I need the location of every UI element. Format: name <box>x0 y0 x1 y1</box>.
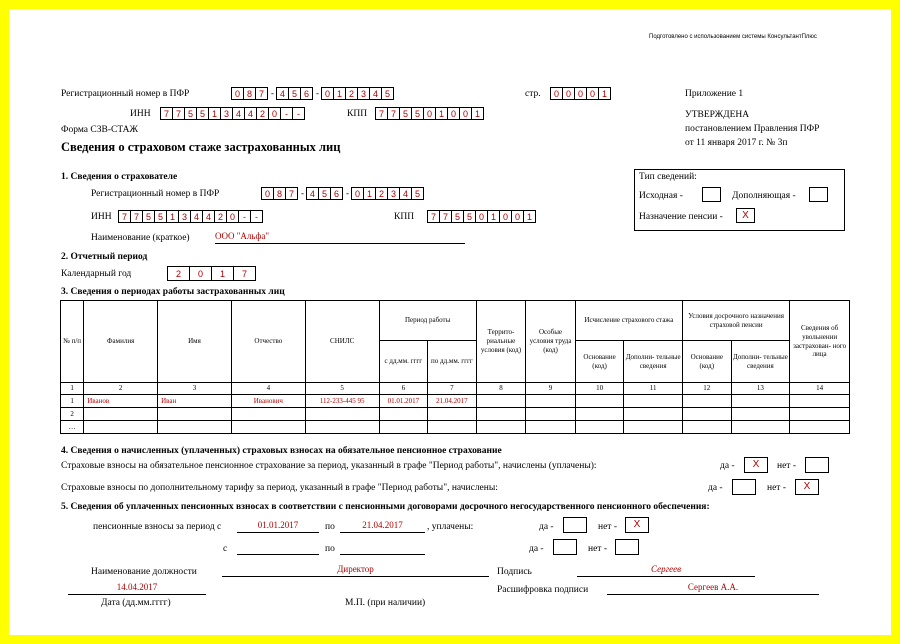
header-reg-label: Регистрационный номер в ПФР <box>61 89 190 99</box>
contrib-to-label-2: по <box>325 544 335 554</box>
section4-line1: Страховые взносы на обязательное пенсионное страхование за период, указанный в графе "Период работы", начислены (уплачены): <box>61 461 597 471</box>
header-early: Условия досрочного назначения страховой пенсии <box>683 301 790 341</box>
form-page <box>9 9 891 635</box>
signature-value[interactable]: Сергеев <box>577 563 755 577</box>
stamp-label: М.П. (при наличии) <box>345 598 426 608</box>
section1-title: 1. Сведения о страхователе <box>61 172 178 182</box>
contrib-from-2[interactable] <box>237 541 319 555</box>
header-period: Период работы <box>379 301 476 341</box>
s5-no-checkbox-2[interactable] <box>615 539 639 555</box>
appendix-line3: постановлением Правления ПФР <box>685 124 820 134</box>
s4-no-label-1: нет - <box>777 461 796 471</box>
date-label: Дата (дд.мм.гггг) <box>101 598 171 608</box>
header-name: Имя <box>158 301 232 383</box>
s5-yes-checkbox-2[interactable] <box>553 539 577 555</box>
page-label: стр. <box>525 89 541 99</box>
header-calc-extra: Дополни- тельные сведения <box>624 341 683 383</box>
s4-yes-label-2: да - <box>708 483 723 493</box>
pension-label: Назначение пенсии - <box>639 212 723 222</box>
appendix-line4: от 11 января 2017 г. № 3п <box>685 138 788 148</box>
appendix-line1: Приложение 1 <box>685 89 744 99</box>
section2-title: 2. Отчетный период <box>61 252 148 262</box>
position-value[interactable]: Директор <box>222 563 489 577</box>
year-cells[interactable]: 2 0 1 7 <box>167 266 256 281</box>
work-periods-table <box>60 300 850 434</box>
table-row[interactable]: … <box>61 421 850 434</box>
supplement-label: Дополняющая - <box>732 191 796 201</box>
pension-checkbox[interactable]: X <box>736 208 755 223</box>
table-row[interactable]: 2 <box>61 408 850 421</box>
contrib-label: пенсионные взносы за период с <box>93 522 222 532</box>
s5-no-label-1: нет - <box>598 522 617 532</box>
signature-label: Подпись <box>497 567 532 577</box>
section1-kpp-label: КПП <box>394 212 415 222</box>
header-special: Особые условия труда (код) <box>526 301 576 383</box>
header-kpp-label: КПП <box>347 109 368 119</box>
header-inn[interactable]: 7 7 5 5 1 3 4 4 2 0 - - <box>160 107 305 120</box>
s4-yes-checkbox-1[interactable]: X <box>744 457 768 473</box>
contrib-to-2[interactable] <box>340 541 425 555</box>
position-label: Наименование должности <box>91 567 197 577</box>
header-territorial: Террито- риальные условия (код) <box>476 301 526 383</box>
form-title: Сведения о страховом стаже застрахованных лиц <box>61 140 341 154</box>
header-surname: Фамилия <box>84 301 158 383</box>
s5-yes-checkbox-1[interactable] <box>563 517 587 533</box>
section4-line2: Страховые взносы по дополнительному тарифу за период, указанный в графе "Период работы", начислены: <box>61 483 498 493</box>
s4-no-checkbox-2[interactable]: X <box>795 479 819 495</box>
header-reg-number[interactable]: 0 8 7 - 4 5 6 - 0 1 2 3 4 5 <box>231 87 394 100</box>
column-numbers-row: 1 2 3 4 5 6 7 8 9 10 11 12 13 14 <box>61 383 850 395</box>
header-inn-label: ИНН <box>130 109 151 119</box>
section1-inn-label: ИНН <box>91 212 112 222</box>
header-num: № п/п <box>61 301 84 383</box>
info-type-title: Тип сведений: <box>639 172 697 182</box>
header-dismissal: Сведения об увольнении застрахован- ного лица <box>790 301 850 383</box>
s5-yes-label-1: да - <box>539 522 554 532</box>
header-snils: СНИЛС <box>305 301 379 383</box>
initial-label: Исходная - <box>639 191 683 201</box>
section5-title: 5. Сведения об уплаченных пенсионных взносах в соответствии с пенсионными договорами досрочного негосударственного пенсионного обеспечения: <box>61 502 710 512</box>
contrib-from-label-2: с <box>223 544 228 554</box>
initial-checkbox[interactable] <box>702 187 721 202</box>
header-kpp[interactable]: 7 7 5 5 0 1 0 0 1 <box>375 107 484 120</box>
header-early-basis: Основание (код) <box>683 341 732 383</box>
paid-label: , уплачены: <box>427 522 474 532</box>
form-name: Форма СЗВ-СТАЖ <box>61 125 139 135</box>
header-from: с дд.мм. гггг <box>379 341 428 383</box>
table-row[interactable]: 1 Иванов Иван Иванович 112-233-445 95 01.01.2017 21.04.2017 <box>61 395 850 408</box>
section1-inn[interactable]: 7 7 5 5 1 3 4 4 2 0 - - <box>118 210 263 223</box>
contrib-from-1[interactable]: 01.01.2017 <box>237 519 319 533</box>
decode-value[interactable]: Сергеев А.А. <box>607 581 819 595</box>
s5-no-label-2: нет - <box>588 544 607 554</box>
section1-name-label: Наименование (краткое) <box>91 233 190 243</box>
s5-no-checkbox-1[interactable]: X <box>625 517 649 533</box>
contrib-to-label-1: по <box>325 522 335 532</box>
s4-no-checkbox-1[interactable] <box>805 457 829 473</box>
s4-yes-label-1: да - <box>720 461 735 471</box>
page-number[interactable]: 0 0 0 0 1 <box>550 87 611 100</box>
section3-title: 3. Сведения о периодах работы застрахованных лиц <box>61 287 285 297</box>
appendix-line2: УТВЕРЖДЕНА <box>685 110 750 120</box>
year-label: Календарный год <box>61 269 132 279</box>
s5-yes-label-2: да - <box>529 544 544 554</box>
decode-label: Расшифровка подписи <box>497 585 589 595</box>
section1-reg-label: Регистрационный номер в ПФР <box>91 189 220 199</box>
section1-kpp[interactable]: 7 7 5 5 0 1 0 0 1 <box>427 210 536 223</box>
supplement-checkbox[interactable] <box>809 187 828 202</box>
header-early-extra: Дополни- тельные сведения <box>731 341 790 383</box>
date-value[interactable]: 14.04.2017 <box>68 581 206 595</box>
consultant-note: Подготовлено с использованием системы КонсультантПлюс <box>649 34 817 40</box>
section1-reg-number[interactable]: 0 8 7 - 4 5 6 - 0 1 2 3 4 5 <box>261 187 424 200</box>
s4-no-label-2: нет - <box>767 483 786 493</box>
header-patronymic: Отчество <box>231 301 305 383</box>
header-to: по дд.мм. гггг <box>428 341 477 383</box>
section1-name-value[interactable]: ООО "Альфа" <box>215 230 465 244</box>
s4-yes-checkbox-2[interactable] <box>732 479 756 495</box>
contrib-to-1[interactable]: 21.04.2017 <box>340 519 425 533</box>
section4-title: 4. Сведения о начисленных (уплаченных) страховых взносах на обязательное пенсионное страхование <box>61 446 502 456</box>
header-calc-basis: Основание (код) <box>575 341 624 383</box>
header-calc: Исчисление страхового стажа <box>575 301 682 341</box>
